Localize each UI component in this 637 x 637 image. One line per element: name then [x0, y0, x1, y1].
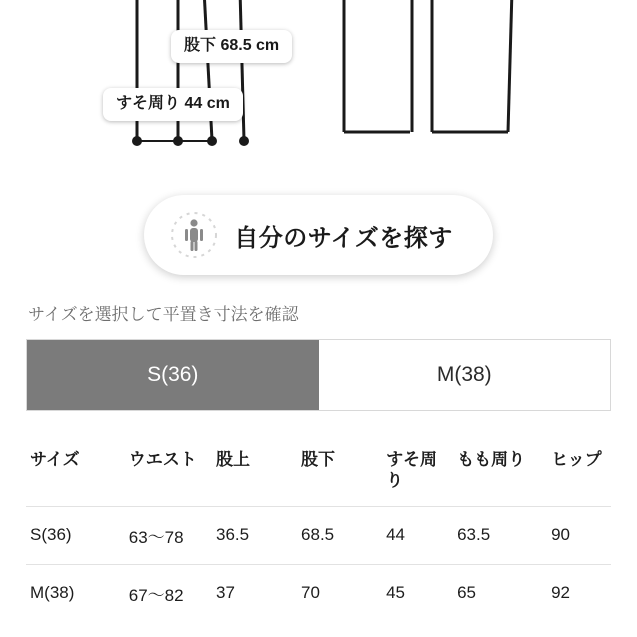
cell-inseam: 70 [297, 564, 382, 622]
size-tab-s36[interactable]: S(36) [27, 340, 319, 410]
callout-hem: すそ周り 44 cm [103, 88, 243, 121]
header-rise: 股上 [216, 450, 250, 469]
cell-waist: 63〜78 [125, 506, 212, 564]
cell-inseam: 68.5 [297, 506, 382, 564]
find-your-size-button[interactable] [144, 195, 493, 275]
cell-hem: 44 [382, 506, 453, 564]
size-tab-m38[interactable]: M(38) [319, 340, 611, 410]
cell-thigh: 63.5 [453, 506, 547, 564]
find-your-size-label: 自分のサイズを探す [234, 224, 453, 252]
table-row [26, 564, 611, 622]
cell-hip: 92 [547, 564, 611, 622]
measurement-table [26, 445, 611, 622]
measurement-table-wrap [0, 445, 637, 622]
cell-size: M(38) [26, 564, 125, 622]
callout-inseam: 股下 68.5 cm [171, 30, 292, 63]
pants-measurement-diagram [0, 0, 637, 180]
cell-size: S(36) [26, 506, 125, 564]
cell-waist: 67〜82 [125, 564, 212, 622]
size-selector-caption: サイズを選択して平置き寸法を確認 [28, 305, 299, 324]
cell-thigh: 65 [453, 564, 547, 622]
header-inseam: 股下 [301, 450, 336, 469]
find-size-section [0, 180, 637, 290]
pants-outline-svg [0, 0, 637, 180]
header-waist: ウエスト [128, 450, 197, 469]
table-row [26, 506, 611, 564]
header-size: サイズ [30, 450, 80, 469]
size-tab-group[interactable] [26, 339, 611, 411]
header-hip: ヒップ [551, 450, 602, 469]
cell-hem: 45 [382, 564, 453, 622]
cell-hip: 90 [547, 506, 611, 564]
table-header-row [26, 445, 611, 506]
body-measure-icon [168, 209, 220, 261]
cell-rise: 36.5 [212, 506, 297, 564]
header-thigh: もも周り [457, 450, 526, 469]
header-hem: すそ周り [386, 450, 438, 491]
cell-rise: 37 [212, 564, 297, 622]
